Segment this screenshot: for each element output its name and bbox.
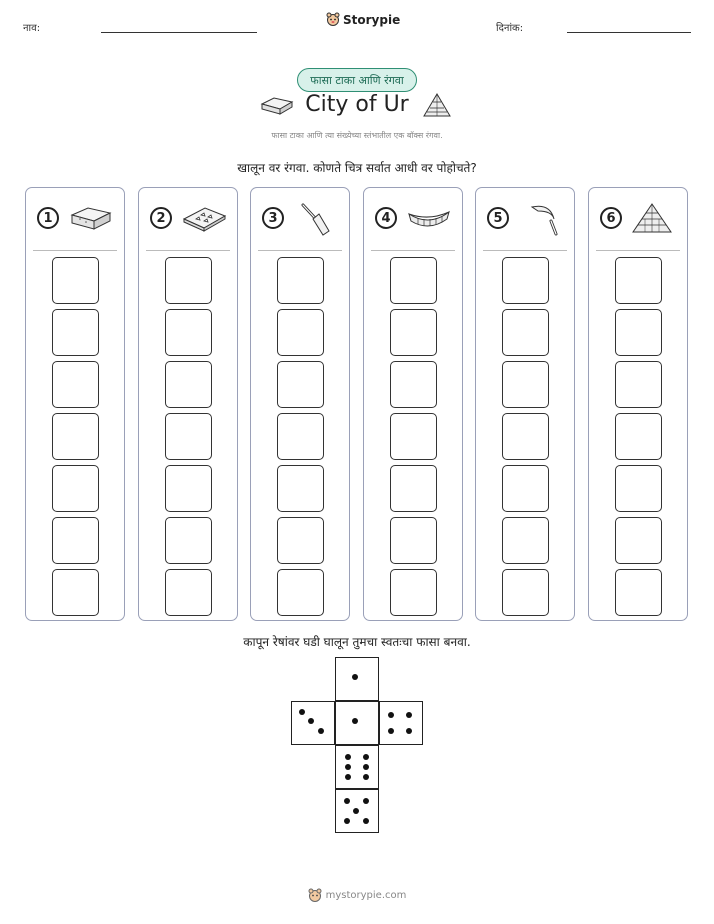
- die-pip: [345, 754, 351, 760]
- column-4: [363, 187, 463, 621]
- die-pip: [352, 674, 358, 680]
- reed-boat-icon: [406, 201, 452, 237]
- column-number: 3: [262, 207, 284, 229]
- date-line[interactable]: [567, 32, 691, 33]
- column-3: [250, 187, 350, 621]
- page-title: City of Ur: [305, 92, 409, 117]
- color-box[interactable]: [615, 257, 662, 304]
- die-pip: [345, 774, 351, 780]
- color-box[interactable]: [615, 361, 662, 408]
- ziggurat-icon: [631, 201, 677, 237]
- column-1: [25, 187, 125, 621]
- color-box[interactable]: [52, 309, 99, 356]
- color-box[interactable]: [52, 465, 99, 512]
- column-6: [588, 187, 688, 621]
- die-pip: [363, 798, 369, 804]
- color-box[interactable]: [52, 361, 99, 408]
- die-pip: [388, 712, 394, 718]
- color-box[interactable]: [52, 413, 99, 460]
- trowel-icon: [293, 201, 339, 237]
- column-divider: [258, 250, 342, 251]
- die-pip: [352, 718, 358, 724]
- die-face-1[interactable]: [335, 701, 379, 745]
- brand-logo: [326, 12, 400, 27]
- color-box[interactable]: [277, 413, 324, 460]
- die-face-1[interactable]: [335, 657, 379, 701]
- die-face-3[interactable]: [291, 701, 335, 745]
- die-pip: [406, 712, 412, 718]
- column-header: [139, 188, 237, 250]
- color-box[interactable]: [165, 361, 212, 408]
- color-box[interactable]: [277, 569, 324, 616]
- column-divider: [483, 250, 567, 251]
- color-box[interactable]: [502, 361, 549, 408]
- color-box[interactable]: [502, 257, 549, 304]
- die-pip: [318, 728, 324, 734]
- die-pip: [363, 818, 369, 824]
- die-pip: [308, 718, 314, 724]
- color-box[interactable]: [390, 257, 437, 304]
- color-box[interactable]: [390, 465, 437, 512]
- column-header: [26, 188, 124, 250]
- color-box[interactable]: [615, 517, 662, 564]
- column-2: [138, 187, 238, 621]
- subtitle: फासा टाका आणि त्या संख्येच्या स्तंभातील एक बॉक्स रंगवा.: [271, 131, 443, 140]
- color-box[interactable]: [165, 465, 212, 512]
- die-face-6[interactable]: [335, 745, 379, 789]
- column-divider: [596, 250, 680, 251]
- color-box[interactable]: [277, 257, 324, 304]
- footer-link[interactable]: mystorypie.com: [325, 890, 407, 901]
- color-box[interactable]: [502, 569, 549, 616]
- column-header: [251, 188, 349, 250]
- color-box[interactable]: [52, 257, 99, 304]
- color-box[interactable]: [502, 309, 549, 356]
- color-box[interactable]: [615, 309, 662, 356]
- die-pip: [344, 798, 350, 804]
- color-box[interactable]: [502, 413, 549, 460]
- footer: [0, 888, 714, 903]
- column-number: 1: [37, 207, 59, 229]
- color-box[interactable]: [390, 413, 437, 460]
- color-box[interactable]: [165, 569, 212, 616]
- question: खालून वर रंगवा. कोणते चित्र सर्वात आधी वर पोहोचते?: [237, 161, 477, 175]
- color-box[interactable]: [52, 569, 99, 616]
- color-box[interactable]: [165, 517, 212, 564]
- color-box[interactable]: [277, 465, 324, 512]
- color-box[interactable]: [390, 569, 437, 616]
- color-box[interactable]: [165, 257, 212, 304]
- column-number: 2: [150, 207, 172, 229]
- die-pip: [406, 728, 412, 734]
- clay-brick-icon: [68, 201, 114, 237]
- column-number: 5: [487, 207, 509, 229]
- color-box[interactable]: [277, 361, 324, 408]
- storypie-mascot-icon: [326, 12, 340, 27]
- die-pip: [363, 764, 369, 770]
- sickle-icon: [518, 201, 564, 237]
- color-box[interactable]: [615, 569, 662, 616]
- date-label: दिनांक:: [496, 23, 524, 34]
- color-box[interactable]: [502, 517, 549, 564]
- column-number: 6: [600, 207, 622, 229]
- die-pip: [353, 808, 359, 814]
- ziggurat-icon: [420, 92, 454, 120]
- die-pip: [345, 764, 351, 770]
- color-box[interactable]: [615, 465, 662, 512]
- name-label: नाव:: [23, 23, 41, 34]
- column-header: [476, 188, 574, 250]
- die-pip: [363, 774, 369, 780]
- brand-name: Storypie: [343, 12, 401, 27]
- die-face-5[interactable]: [335, 789, 379, 833]
- die-pip: [299, 709, 305, 715]
- color-box[interactable]: [277, 309, 324, 356]
- color-box[interactable]: [390, 309, 437, 356]
- column-5: [475, 187, 575, 621]
- column-header: [589, 188, 687, 250]
- storypie-mascot-icon: [308, 888, 322, 903]
- category-tag: फासा टाका आणि रंगवा: [297, 68, 417, 92]
- color-box[interactable]: [502, 465, 549, 512]
- color-box[interactable]: [165, 413, 212, 460]
- column-divider: [371, 250, 455, 251]
- color-box[interactable]: [277, 517, 324, 564]
- die-pip: [344, 818, 350, 824]
- color-box[interactable]: [615, 413, 662, 460]
- column-divider: [146, 250, 230, 251]
- column-divider: [33, 250, 117, 251]
- color-box[interactable]: [52, 517, 99, 564]
- clay-tablet-icon: [181, 201, 227, 237]
- color-box[interactable]: [390, 361, 437, 408]
- name-line[interactable]: [101, 32, 257, 33]
- column-number: 4: [375, 207, 397, 229]
- color-box[interactable]: [390, 517, 437, 564]
- color-box[interactable]: [165, 309, 212, 356]
- die-face-4[interactable]: [379, 701, 423, 745]
- cut-instruction: कापून रेषांवर घडी घालून तुमचा स्वतःचा फासा बनवा.: [243, 635, 471, 649]
- die-pip: [388, 728, 394, 734]
- die-pip: [363, 754, 369, 760]
- column-header: [364, 188, 462, 250]
